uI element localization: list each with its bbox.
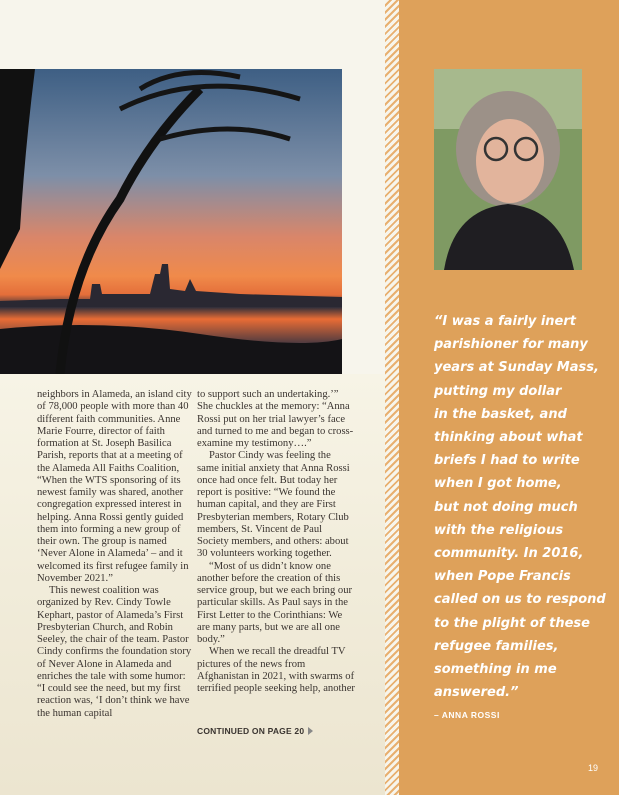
quote-line: when Pope Francis — [434, 569, 571, 585]
quote-line: something in me — [434, 662, 557, 678]
paragraph: Pastor Cindy was feeling the same initial anxiety that Anna Rossi once had once felt. But today her report is positive: “We found the human capital, and they are First Presbyterian members, Rotary Club members, St. Vincent de Paul Society members, and others: about 30 volunteers working together. — [197, 450, 350, 560]
anna-rossi-portrait — [434, 69, 582, 270]
paragraph: neighbors in Alameda, an island city of 78,000 people with more than 40 different faith communities. Anne Marie Fourre, director of faith formation at St. Joseph Basilica Parish, reports that at a meeting of the Alameda All Faiths Coalition, “When the WTS sponsoring of its newest family was shared, another congregation expressed interest in helping. Anna Rossi gently guided them into forming a new group of their own. The group is named ‘Never Alone in Alameda’ – and it welcomed its first refugee family in November 2021.” — [37, 389, 192, 584]
quote-line: but not doing much — [434, 499, 578, 515]
paragraph: This newest coalition was organized by Rev. Cindy Towle Kephart, pastor of Alameda’s First Presbyterian Church, and Robin Seeley, the chair of the team. Pastor Cindy confirms the foundation story of Never Alone in Alameda and enriches the tale with some humor: “I could see the need, but my first reaction was, ‘I don’t think we have the human capital — [37, 585, 192, 719]
quote-line: in the basket, and — [434, 406, 567, 422]
quote-line: parishioner for many — [434, 337, 588, 353]
quote-attribution: – ANNA ROSSI — [434, 710, 500, 720]
quote-line: answered.” — [434, 685, 519, 701]
quote-line: called on us to respond — [434, 592, 606, 608]
article-column-1 — [37, 389, 195, 720]
article-column-2 — [197, 389, 355, 695]
page-number: 19 — [588, 763, 599, 773]
quote-line: to the plight of these — [434, 615, 590, 631]
quote-line: community. In 2016, — [434, 546, 584, 562]
continued-label: CONTINUED ON PAGE 20 — [197, 726, 305, 736]
pull-quote — [434, 310, 604, 704]
sunset-skyline-photo — [0, 69, 342, 374]
triangle-right-icon — [308, 727, 313, 735]
quote-line: when I got home, — [434, 476, 562, 492]
paragraph: When we recall the dreadful TV pictures of the news from Afghanistan in 2021, with swarms of terrified people seeking help, another — [197, 646, 355, 694]
diagonal-stripe-border — [385, 0, 399, 795]
quote-line: with the religious — [434, 522, 564, 538]
quote-line: putting my dollar — [434, 383, 562, 399]
continued-link[interactable] — [197, 726, 313, 736]
paragraph: “Most of us didn’t know one another before the creation of this service group, but we each bring our particular skills. As Paul says in the First Letter to the Corinthians: We are many parts, but we are all one body.” — [197, 560, 353, 645]
paragraph: to support such an undertaking.’” She chuckles at the memory: “Anna Rossi put on her trial lawyer’s face and turned to me and began to cross-examine my testimony….” — [197, 389, 354, 449]
quote-line: “I was a fairly inert — [434, 314, 576, 329]
quote-line: thinking about what — [434, 430, 583, 446]
quote-line: years at Sunday Mass, — [434, 360, 599, 376]
quote-line: briefs I had to write — [434, 453, 580, 469]
quote-line: refugee families, — [434, 638, 559, 654]
